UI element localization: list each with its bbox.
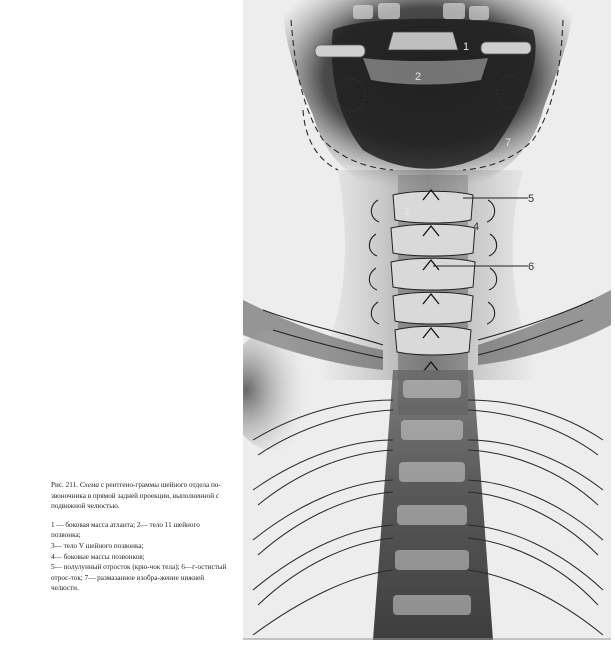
caption-fig-title: с рентгено-граммы шейного отдела по-звоночника в прямой задней проекции, выполненной с подвижной челюстью.: [51, 481, 221, 511]
caption-legend-line: 3— тело V шейного позвонка;: [51, 541, 144, 550]
caption-legend-line: 5— полулунный отросток (крю-чок тела); 6—г-остистый отрос-ток; 7— размазанное изобра-жение нижней челюсти.: [51, 563, 227, 593]
label-5: 5: [528, 193, 535, 205]
label-6: 6: [528, 261, 535, 273]
label-2: 2: [415, 71, 422, 83]
label-4: 4: [473, 221, 480, 233]
figure-caption: [51, 480, 231, 594]
caption-legend-line: 4— боковые массы позвонков;: [51, 552, 145, 561]
label-1: 1: [463, 41, 470, 53]
caption-legend-line: 1 — боковая масса атланта; 2— тело 11 шейного позвонка;: [51, 520, 200, 540]
caption-fig-number: Рис. 211.: [51, 481, 78, 489]
caption-title: [51, 480, 231, 512]
label-3: 3: [403, 206, 410, 218]
xray-schematic-figure: [243, 0, 611, 640]
xray-schematic-svg: [243, 0, 611, 640]
caption-fig-italic: Схема: [79, 481, 99, 489]
label-7: 7: [505, 137, 512, 149]
